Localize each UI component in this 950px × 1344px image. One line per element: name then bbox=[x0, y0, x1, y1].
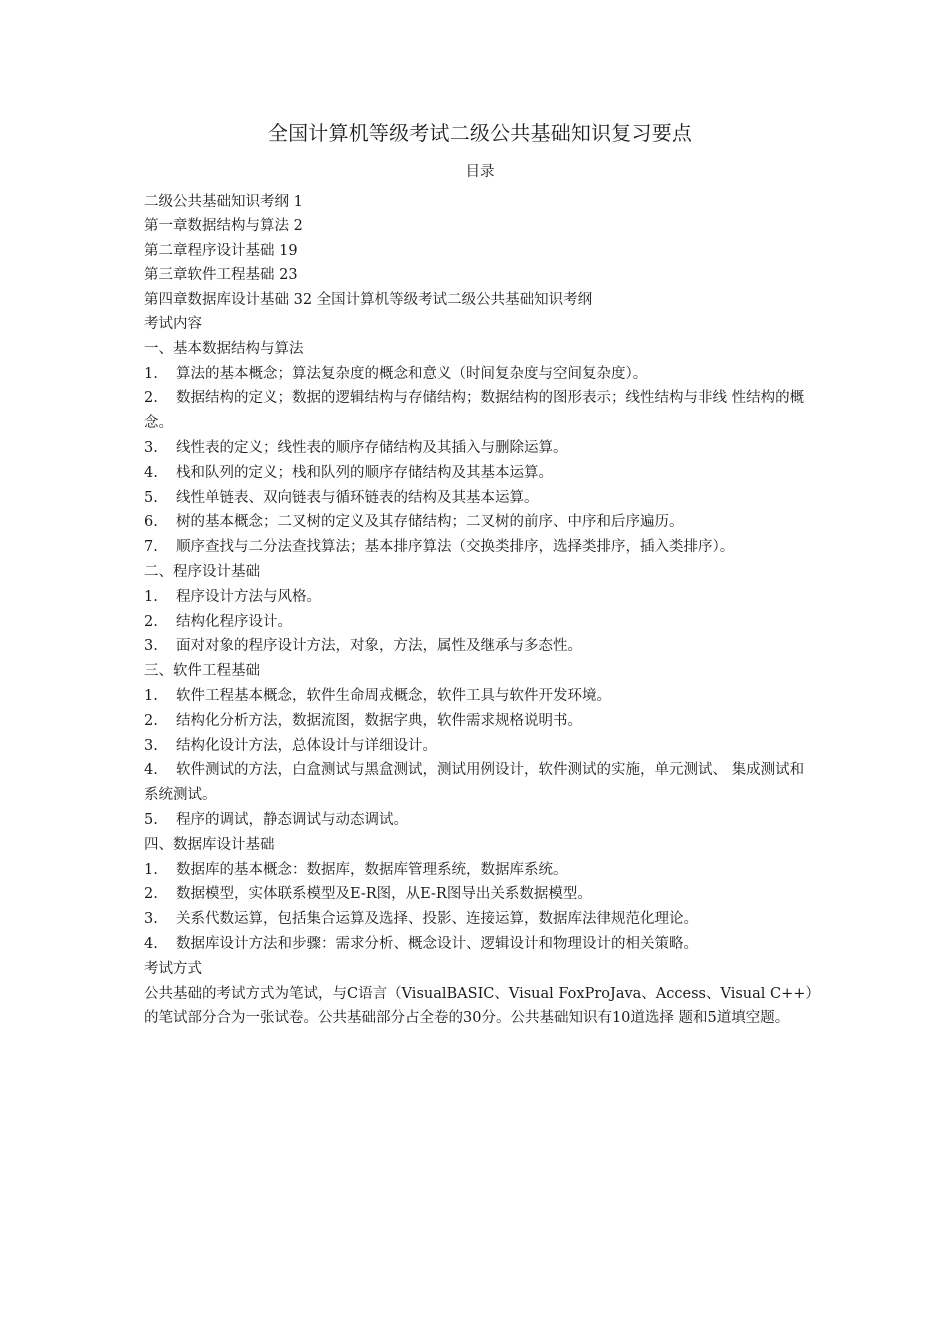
toc-entry: 第四章数据库设计基础 32 全国计算机等级考试二级公共基础知识考纲 bbox=[144, 291, 593, 308]
item-text: 软件测试的方法，白盒测试与黑盒测试，测试用例设计，软件测试的实施，单元测试、 集成测试和系统测试。 bbox=[144, 762, 805, 804]
item-text: 软件工程基本概念，软件生命周戎概念，软件工具与软件开发环境。 bbox=[176, 687, 611, 704]
item-text: 结构化分析方法，数据流图，数据字典，软件需求规格说明书。 bbox=[176, 712, 582, 729]
section-heading: 二、程序设计基础 bbox=[144, 564, 260, 580]
list-item bbox=[144, 684, 816, 709]
list-item bbox=[144, 362, 816, 387]
item-text: 数据结构的定义；数据的逻辑结构与存储结构；数据结构的图形表示；线性结构与非线 性结构的概念。 bbox=[144, 390, 805, 432]
item-text: 结构化设计方法，总体设计与详细设计。 bbox=[176, 737, 437, 754]
section-heading: 四、数据库设计基础 bbox=[144, 836, 275, 853]
item-text: 线性单链表、双向链表与循环链表的结构及其基本运算。 bbox=[176, 489, 539, 506]
list-item bbox=[144, 709, 816, 734]
item-number: 3. bbox=[144, 911, 158, 928]
item-number: 1. bbox=[144, 365, 158, 382]
item-number: 3. bbox=[144, 440, 158, 457]
list-item bbox=[144, 386, 816, 436]
list-item bbox=[144, 461, 816, 486]
list-item bbox=[144, 585, 816, 610]
list-item bbox=[144, 436, 816, 461]
list-item bbox=[144, 610, 816, 635]
list-item bbox=[144, 858, 816, 883]
section-heading: 一、基本数据结构与算法 bbox=[144, 340, 304, 357]
item-text: 顺序查找与二分法查找算法；基本排序算法（交换类排序，选择类排序，插入类排序）。 bbox=[176, 539, 735, 556]
toc-heading: 目录 bbox=[465, 164, 495, 180]
item-text: 数据模型，实体联系模型及E-R图，从E-R图导出关系数据模型。 bbox=[176, 886, 592, 903]
item-number: 4. bbox=[144, 935, 158, 952]
item-number: 4. bbox=[144, 464, 158, 481]
item-number: 4. bbox=[144, 762, 158, 779]
item-text: 程序设计方法与风格。 bbox=[176, 588, 321, 605]
item-number: 1. bbox=[144, 861, 158, 878]
toc-entry: 第三章软件工程基础 23 bbox=[144, 267, 298, 284]
list-item bbox=[144, 510, 816, 535]
list-item bbox=[144, 932, 816, 957]
paragraph: 公共基础的考试方式为笔试，与C语言（VisualBASIC、Visual FoxProJava、Access、Visual C++）的笔试部分合为一张试卷。公共基础部分占全卷的30分。公共基础知识有10道选择 题和5道填空题。 bbox=[144, 985, 813, 1027]
item-number: 1. bbox=[144, 588, 158, 605]
item-text: 程序的调试，静态调试与动态调试。 bbox=[176, 811, 408, 828]
toc-entry: 第一章数据结构与算法 2 bbox=[144, 218, 303, 235]
item-text: 面对对象的程序设计方法，对象，方法，属性及继承与多态性。 bbox=[176, 638, 582, 655]
item-number: 5. bbox=[144, 489, 158, 506]
item-number: 6. bbox=[144, 514, 158, 531]
item-number: 1. bbox=[144, 687, 158, 704]
item-text: 数据库设计方法和步骤：需求分析、概念设计、逻辑设计和物理设计的相关策略。 bbox=[176, 935, 698, 952]
list-item bbox=[144, 758, 816, 808]
document-title: 全国计算机等级考试二级公共基础知识复习要点 bbox=[267, 121, 693, 145]
item-text: 结构化程序设计。 bbox=[176, 613, 292, 630]
item-text: 数据库的基本概念：数据库，数据库管理系统，数据库系统。 bbox=[176, 861, 568, 878]
item-text: 线性表的定义；线性表的顺序存储结构及其插入与删除运算。 bbox=[176, 440, 568, 457]
list-item bbox=[144, 882, 816, 907]
item-number: 2. bbox=[144, 390, 158, 407]
list-item bbox=[144, 734, 816, 759]
item-number: 7. bbox=[144, 539, 158, 556]
item-number: 3. bbox=[144, 638, 158, 655]
section-software-engineering bbox=[144, 659, 816, 833]
list-item bbox=[144, 486, 816, 511]
list-item bbox=[144, 535, 816, 560]
item-text: 关系代数运算，包括集合运算及选择、投影、连接运算，数据库法律规范化理论。 bbox=[176, 911, 698, 928]
content-label: 考试内容 bbox=[144, 316, 202, 333]
section-exam-method bbox=[144, 957, 816, 1031]
document-page bbox=[144, 118, 816, 1031]
item-number: 5. bbox=[144, 811, 158, 828]
toc-entry: 二级公共基础知识考纲 1 bbox=[144, 194, 303, 210]
section-database bbox=[144, 833, 816, 957]
section-programming bbox=[144, 560, 816, 659]
item-number: 2. bbox=[144, 886, 158, 903]
section-heading: 考试方式 bbox=[144, 960, 202, 977]
list-item bbox=[144, 907, 816, 932]
table-of-contents bbox=[144, 162, 816, 312]
list-item bbox=[144, 634, 816, 659]
item-number: 2. bbox=[144, 712, 158, 729]
toc-entry: 第二章程序设计基础 19 bbox=[144, 242, 298, 259]
item-text: 算法的基本概念；算法复杂度的概念和意义（时间复杂度与空间复杂度）。 bbox=[176, 365, 648, 382]
item-number: 2. bbox=[144, 613, 158, 630]
item-text: 树的基本概念；二叉树的定义及其存储结构；二叉树的前序、中序和后序遍历。 bbox=[176, 514, 684, 531]
section-heading: 三、软件工程基础 bbox=[144, 663, 260, 680]
list-item bbox=[144, 808, 816, 833]
section-data-structures bbox=[144, 337, 816, 560]
item-number: 3. bbox=[144, 737, 158, 754]
item-text: 栈和队列的定义；栈和队列的顺序存储结构及其基本运算。 bbox=[176, 464, 553, 481]
